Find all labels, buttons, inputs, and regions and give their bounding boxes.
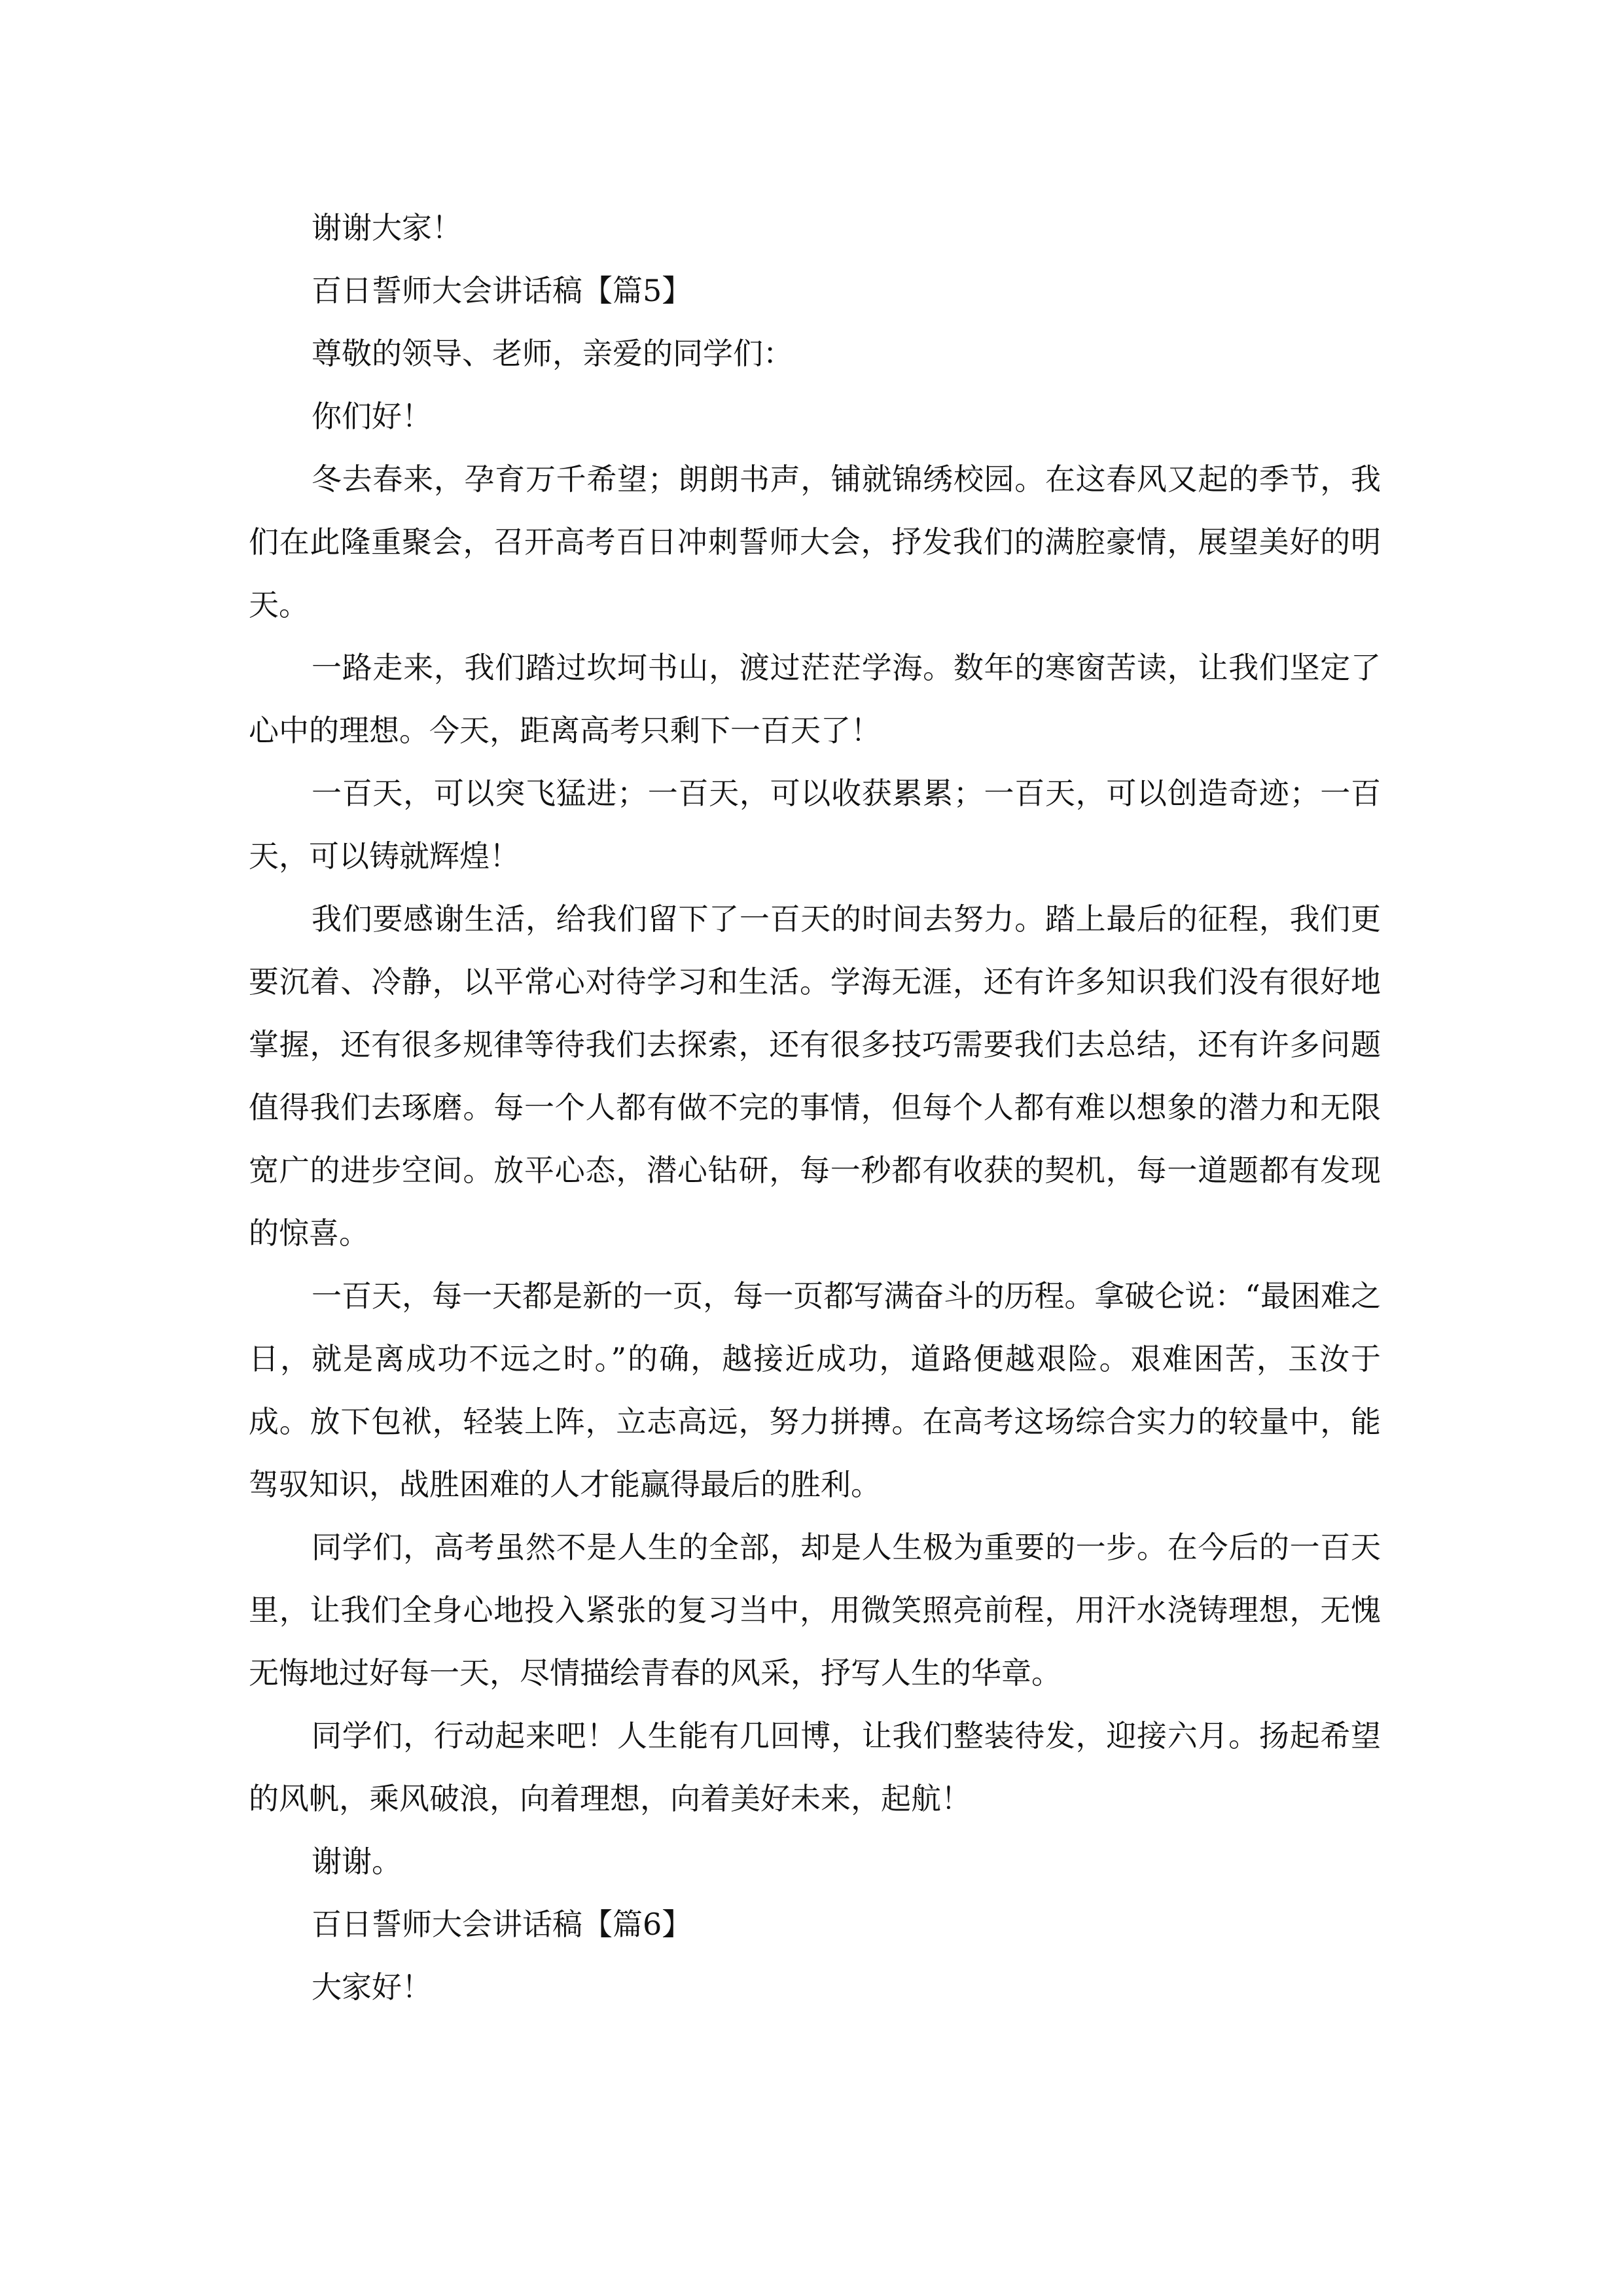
paragraph-hundred-days: 一百天，可以突飞猛进；一百天，可以收获累累；一百天，可以创造奇迹；一百天，可以铸就辉煌！ xyxy=(249,776,1381,874)
paragraph-spring: 冬去春来，孕育万千希望；朗朗书声，铺就锦绣校园。在这春风又起的季节，我们在此隆重聚会，召开高考百日冲刺誓师大会，抒发我们的满腔豪情，展望美好的明天。 xyxy=(249,461,1381,622)
closing-thanks: 谢谢大家！ xyxy=(312,210,462,245)
paragraph-important-step: 同学们，高考虽然不是人生的全部，却是人生极为重要的一步。在今后的一百天里，让我们全身心地投入紧张的复习当中，用微笑照亮前程，用汗水浇铸理想，无愧无悔地过好每一天，尽情描绘青春的风采，抒写人生的华章。 xyxy=(249,1530,1381,1691)
closing-thanks-2: 谢谢。 xyxy=(312,1844,402,1879)
paragraph-gratitude: 我们要感谢生活，给我们留下了一百天的时间去努力。踏上最后的征程，我们更要沉着、冷静，以平常心对待学习和生活。学海无涯，还有许多知识我们没有很好地掌握，还有很多规律等待我们去探索，还有很多技巧需要我们去总结，还有许多问题值得我们去琢磨。每一个人都有做不完的事情，但每个人都有难以想象的潜力和无限宽广的进步空间。放平心态，潜心钻研，每一秒都有收获的契机，每一道题都有发现的惊喜。 xyxy=(249,901,1381,1251)
paragraph-journey: 一路走来，我们踏过坎坷书山，渡过茫茫学海。数年的寒窗苦读，让我们坚定了心中的理想。今天，距离高考只剩下一百天了！ xyxy=(249,650,1381,748)
greeting: 你们好！ xyxy=(312,399,432,434)
document-body xyxy=(249,196,1381,2018)
section-title-6: 百日誓师大会讲话稿【篇6】 xyxy=(312,1907,692,1942)
paragraph-napoleon: 一百天，每一天都是新的一页，每一页都写满奋斗的历程。拿破仑说：“最困难之日，就是离成功不远之时。”的确，越接近成功，道路便越艰险。艰难困苦，玉汝于成。放下包袱，轻装上阵，立志高远，努力拼搏。在高考这场综合实力的较量中，能驾驭知识，战胜困难的人才能赢得最后的胜利。 xyxy=(249,1278,1381,1502)
greeting-2: 大家好！ xyxy=(312,1969,432,2005)
paragraph-action: 同学们，行动起来吧！人生能有几回博，让我们整装待发，迎接六月。扬起希望的风帆，乘风破浪，向着理想，向着美好未来，起航！ xyxy=(249,1718,1381,1816)
salutation: 尊敬的领导、老师，亲爱的同学们： xyxy=(312,336,793,371)
section-title-5: 百日誓师大会讲话稿【篇5】 xyxy=(312,273,692,308)
